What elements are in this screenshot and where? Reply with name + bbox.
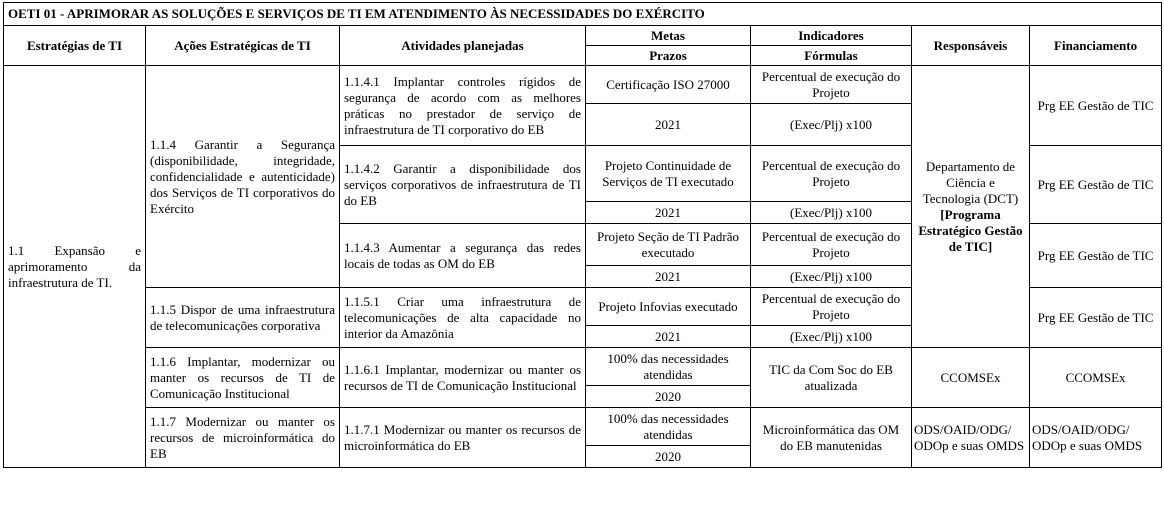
- responsavel-dct: [912, 66, 1030, 348]
- header-atividades: Atividades planejadas: [340, 26, 586, 66]
- header-responsaveis: Responsáveis: [912, 26, 1030, 66]
- indicador-1-1-7-1: Microinformática das OM do EB manutenidas: [751, 408, 912, 468]
- responsavel-1-1-6-1: CCOMSEx: [912, 348, 1030, 408]
- indicador-1-1-4-3: Percentual de execução do Projeto: [751, 224, 912, 266]
- meta-1-1-6-1: 100% das necessidades atendidas: [586, 348, 751, 386]
- formula-1-1-5-1: (Exec/Plj) x100: [751, 326, 912, 348]
- acao-cell-1-1-6: 1.1.6 Implantar, modernizar ou manter os recursos de TI de Comunicação Institucional: [146, 348, 340, 408]
- prazo-1-1-4-2: 2021: [586, 202, 751, 224]
- atividade-1-1-4-2: 1.1.4.2 Garantir a disponibilidade dos serviços corporativos de infraestrutura de TI do EB: [340, 146, 586, 224]
- meta-1-1-4-2: Projeto Continuidade de Serviços de TI executado: [586, 146, 751, 202]
- header-prazos: Prazos: [586, 46, 751, 66]
- financiamento-1-1-4-3: Prg EE Gestão de TIC: [1030, 224, 1162, 288]
- meta-1-1-4-1: Certificação ISO 27000: [586, 66, 751, 104]
- responsavel-dct-program: [Programa Estratégico Gestão de TIC]: [918, 206, 1023, 254]
- meta-1-1-7-1: 100% das necessidades atendidas: [586, 408, 751, 446]
- financiamento-1-1-5-1: Prg EE Gestão de TIC: [1030, 288, 1162, 348]
- atividade-1-1-6-1: 1.1.6.1 Implantar, modernizar ou manter os recursos de TI de Comunicação Institucional: [340, 348, 586, 408]
- prazo-1-1-4-1: 2021: [586, 104, 751, 146]
- header-estrategias: Estratégias de TI: [4, 26, 146, 66]
- table-title: OETI 01 - APRIMORAR AS SOLUÇÕES E SERVIÇOS DE TI EM ATENDIMENTO ÀS NECESSIDADES DO EXÉRCITO: [4, 3, 1162, 26]
- financiamento-1-1-7-1: ODS/OAID/ODG/ ODOp e suas OMDS: [1030, 408, 1162, 468]
- atividade-1-1-7-1: 1.1.7.1 Modernizar ou manter os recursos de microinformática do EB: [340, 408, 586, 468]
- acao-cell-1-1-5: 1.1.5 Dispor de uma infraestrutura de telecomunicações corporativa: [146, 288, 340, 348]
- header-financiamento: Financiamento: [1030, 26, 1162, 66]
- header-acoes: Ações Estratégicas de TI: [146, 26, 340, 66]
- prazo-1-1-6-1: 2020: [586, 386, 751, 408]
- formula-1-1-4-2: (Exec/Plj) x100: [751, 202, 912, 224]
- acao-cell-1-1-4: 1.1.4 Garantir a Segurança (disponibilidade, integridade, confidencialidade e autenticidade) dos Serviços de TI corporativos do Exército: [146, 66, 340, 288]
- acao-cell-1-1-7: 1.1.7 Modernizar ou manter os recursos de microinformática do EB: [146, 408, 340, 468]
- responsavel-dct-name: Departamento de Ciência e Tecnologia (DCT): [922, 158, 1019, 206]
- financiamento-1-1-6-1: CCOMSEx: [1030, 348, 1162, 408]
- header-formulas: Fórmulas: [751, 46, 912, 66]
- atividade-1-1-5-1: 1.1.5.1 Criar uma infraestrutura de telecomunicações de alta capacidade no interior da Amazônia: [340, 288, 586, 348]
- indicador-1-1-6-1: TIC da Com Soc do EB atualizada: [751, 348, 912, 408]
- prazo-1-1-5-1: 2021: [586, 326, 751, 348]
- financiamento-1-1-4-1: Prg EE Gestão de TIC: [1030, 66, 1162, 146]
- formula-1-1-4-1: (Exec/Plj) x100: [751, 104, 912, 146]
- estrategia-cell: 1.1 Expansão e aprimoramento da infraestrutura de TI.: [4, 66, 146, 468]
- meta-1-1-5-1: Projeto Infovias executado: [586, 288, 751, 326]
- indicador-1-1-4-1: Percentual de execução do Projeto: [751, 66, 912, 104]
- header-metas: Metas: [586, 26, 751, 46]
- strategy-table-container: [3, 2, 1161, 468]
- strategy-table: [3, 2, 1162, 468]
- prazo-1-1-4-3: 2021: [586, 266, 751, 288]
- indicador-1-1-4-2: Percentual de execução do Projeto: [751, 146, 912, 202]
- header-indicadores: Indicadores: [751, 26, 912, 46]
- atividade-1-1-4-1: 1.1.4.1 Implantar controles rígidos de segurança de acordo com as melhores práticas no prestador de serviço de infraestrutura de TI corporativo do EB: [340, 66, 586, 146]
- indicador-1-1-5-1: Percentual de execução do Projeto: [751, 288, 912, 326]
- meta-1-1-4-3: Projeto Seção de TI Padrão executado: [586, 224, 751, 266]
- atividade-1-1-4-3: 1.1.4.3 Aumentar a segurança das redes locais de todas as OM do EB: [340, 224, 586, 288]
- financiamento-1-1-4-2: Prg EE Gestão de TIC: [1030, 146, 1162, 224]
- responsavel-1-1-7-1: ODS/OAID/ODG/ ODOp e suas OMDS: [912, 408, 1030, 468]
- prazo-1-1-7-1: 2020: [586, 446, 751, 468]
- formula-1-1-4-3: (Exec/Plj) x100: [751, 266, 912, 288]
